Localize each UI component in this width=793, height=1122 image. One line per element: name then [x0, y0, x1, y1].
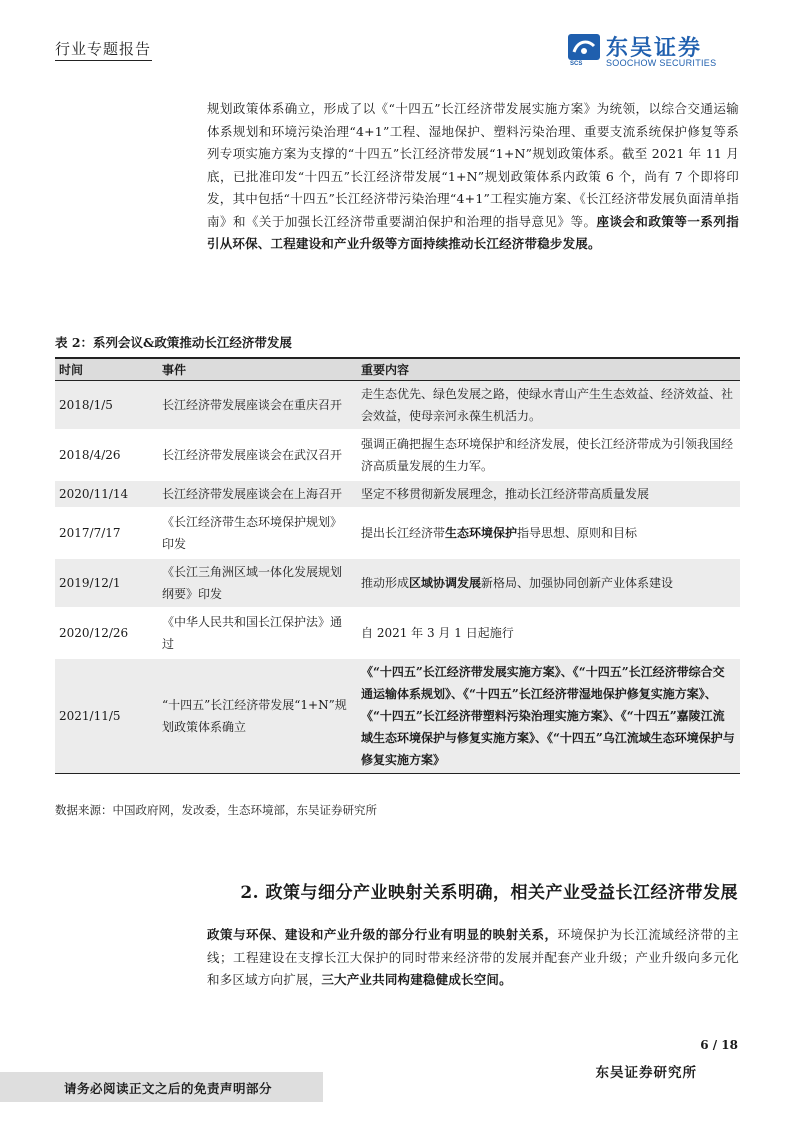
- section-paragraph: [207, 924, 739, 992]
- logo-chinese-name: 东吴证券: [606, 36, 703, 61]
- row-date: 2018/1/5: [55, 381, 158, 431]
- section-text: 环境保护为长江流域经济带的主线；工程建设在支撑长江大保护的同时带来经济带的发展并配套产业升级；产业升级向多元化和多区域方向扩展，: [207, 927, 739, 987]
- row-content: 提出长江经济带生态环境保护指导思想、原则和目标: [357, 508, 740, 558]
- footer-org: 东吴证券研究所: [595, 1065, 697, 1081]
- row-event: 《长江三角洲区域一体化发展规划纲要》印发: [158, 558, 357, 608]
- data-source-note: 数据来源：中国政府网，发改委，生态环境部，东吴证券研究所: [55, 803, 377, 817]
- row-date: 2020/12/26: [55, 608, 158, 658]
- header-underline: [55, 60, 152, 61]
- row-date: 2021/11/5: [55, 658, 158, 774]
- section-title: [240, 878, 738, 903]
- table-row: [55, 658, 740, 774]
- row-content: 推动形成区域协调发展新格局、加强协同创新产业体系建设: [357, 558, 740, 608]
- logo-mark-icon: [568, 34, 600, 60]
- intro-paragraph: [207, 98, 739, 256]
- table-row: [55, 508, 740, 558]
- row-event: 《长江经济带生态环境保护规划》印发: [158, 508, 357, 558]
- footer-disclaimer: 请务必阅读正文之后的免责声明部分: [64, 1081, 273, 1096]
- row-date: 2018/4/26: [55, 430, 158, 480]
- row-event: “十四五”长江经济带发展“1+N”规划政策体系确立: [158, 658, 357, 774]
- section-number: 2.: [240, 883, 260, 903]
- intro-bold-text: 座谈会和政策等一系列指引从环保、工程建设和产业升级等方面持续推动长江经济带稳步发展。: [207, 213, 739, 251]
- row-event: 长江经济带发展座谈会在上海召开: [158, 480, 357, 508]
- table-row: [55, 480, 740, 508]
- table-row: [55, 381, 740, 431]
- table-row: [55, 558, 740, 608]
- section-bold-lead: 政策与环保、建设和产业升级的部分行业有明显的映射关系，: [207, 927, 558, 942]
- header-content: 重要内容: [357, 358, 740, 381]
- row-content: 走生态优先、绿色发展之路，使绿水青山产生生态效益、经济效益、社会效益，使母亲河永葆生机活力。: [357, 381, 740, 431]
- row-content: 自 2021 年 3 月 1 日起施行: [357, 608, 740, 658]
- intro-text: 规划政策体系确立，形成了以《“十四五”长江经济带发展实施方案》为统领，以综合交通运输体系规划和环境污染治理“4+1”工程、湿地保护、塑料污染治理、重要支流系统保护修复等系列专项实施方案为支撑的“十四五”长江经济带发展“1+N”规划政策体系。截至 2021 年 11 月底，已批准印发“十四五”长江经济带发展“1+N”规划政策体系内政策 6 个，尚有 7 个即将印发，其中包括“十四五”长江经济带污染治理“4+1”工程实施方案、《长江经济带发展负面清单指南》和《关于加强长江经济带重要湖泊保护和治理的指导意见》等。: [207, 101, 739, 229]
- table-row: [55, 430, 740, 480]
- logo-english-name: SOOCHOW SECURITIES: [606, 58, 717, 68]
- header-date: 时间: [55, 358, 158, 381]
- row-event: 《中华人民共和国长江保护法》通过: [158, 608, 357, 658]
- company-logo: [568, 30, 738, 70]
- row-date: 2017/7/17: [55, 508, 158, 558]
- logo-mark-text: SCS: [570, 61, 583, 67]
- table-header-row: [55, 358, 740, 381]
- row-event: 长江经济带发展座谈会在重庆召开: [158, 381, 357, 431]
- report-type-label: 行业专题报告: [55, 40, 152, 58]
- row-date: 2019/12/1: [55, 558, 158, 608]
- row-content: 强调正确把握生态环境保护和经济发展，使长江经济带成为引领我国经济高质量发展的生力军。: [357, 430, 740, 480]
- header-event: 事件: [158, 358, 357, 381]
- row-date: 2020/11/14: [55, 480, 158, 508]
- row-event: 长江经济带发展座谈会在武汉召开: [158, 430, 357, 480]
- page-number: 6 / 18: [700, 1038, 738, 1052]
- row-content: 坚定不移贯彻新发展理念，推动长江经济带高质量发展: [357, 480, 740, 508]
- table-title: 表 2：系列会议&政策推动长江经济带发展: [55, 335, 292, 350]
- table-row: [55, 608, 740, 658]
- policy-table: [55, 357, 740, 774]
- row-content: 《“十四五”长江经济带发展实施方案》、《“十四五”长江经济带综合交通运输体系规划》、《“十四五”长江经济带湿地保护修复实施方案》、《“十四五”长江经济带塑料污染治理实施方案》、《“十四五”嘉陵江流域生态环境保护与修复实施方案》、《“十四五”乌江流域生态环境保护与修复实施方案》: [357, 658, 740, 774]
- section-bold-end: 三大产业共同构建稳健成长空间。: [321, 972, 512, 987]
- section-title-text: 政策与细分产业映射关系明确，相关产业受益长江经济带发展: [265, 883, 738, 903]
